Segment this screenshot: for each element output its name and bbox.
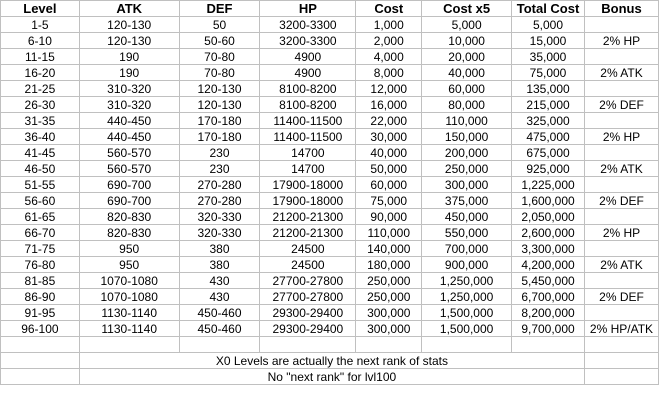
- cell-hp[interactable]: 11400-11500: [260, 129, 356, 145]
- cell-cost[interactable]: 8,000: [356, 65, 422, 81]
- cell-def[interactable]: 380: [179, 241, 260, 257]
- cell-cost-x5[interactable]: 700,000: [422, 241, 512, 257]
- cell-cost[interactable]: 2,000: [356, 33, 422, 49]
- cell-level[interactable]: 46-50: [1, 161, 80, 177]
- cell-level[interactable]: 1-5: [1, 17, 80, 33]
- cell-total-cost[interactable]: 2,050,000: [512, 209, 585, 225]
- cell-cost[interactable]: 16,000: [356, 97, 422, 113]
- cell-def[interactable]: 430: [179, 273, 260, 289]
- table-row: [1, 81, 659, 97]
- empty-cell[interactable]: [585, 337, 659, 353]
- cell-level[interactable]: 21-25: [1, 81, 80, 97]
- table-row: [1, 241, 659, 257]
- cell-bonus[interactable]: [585, 17, 659, 33]
- empty-cell[interactable]: [1, 369, 80, 385]
- cell-hp[interactable]: 21200-21300: [260, 209, 356, 225]
- cell-cost-x5[interactable]: 375,000: [422, 193, 512, 209]
- cell-atk[interactable]: 120-130: [79, 33, 179, 49]
- cell-bonus[interactable]: [585, 81, 659, 97]
- cell-bonus[interactable]: 2% HP: [585, 33, 659, 49]
- cell-level[interactable]: 51-55: [1, 177, 80, 193]
- cell-atk[interactable]: 560-570: [79, 161, 179, 177]
- cell-def[interactable]: 50: [179, 17, 260, 33]
- cell-def[interactable]: 320-330: [179, 209, 260, 225]
- cell-cost-x5[interactable]: 1,500,000: [422, 321, 512, 337]
- cell-atk[interactable]: 950: [79, 241, 179, 257]
- cell-total-cost[interactable]: 3,300,000: [512, 241, 585, 257]
- note-row: [1, 369, 659, 385]
- cell-level[interactable]: 86-90: [1, 289, 80, 305]
- header-def[interactable]: DEF: [179, 1, 260, 17]
- empty-cell[interactable]: [179, 337, 260, 353]
- cell-cost[interactable]: 300,000: [356, 305, 422, 321]
- cell-level[interactable]: 56-60: [1, 193, 80, 209]
- table-row: [1, 17, 659, 33]
- empty-cell[interactable]: [512, 337, 585, 353]
- cell-cost-x5[interactable]: 5,000: [422, 17, 512, 33]
- cell-hp[interactable]: 24500: [260, 241, 356, 257]
- cell-hp[interactable]: 27700-27800: [260, 289, 356, 305]
- cell-level[interactable]: 16-20: [1, 65, 80, 81]
- cell-cost[interactable]: 30,000: [356, 129, 422, 145]
- cell-cost[interactable]: 300,000: [356, 321, 422, 337]
- empty-cell[interactable]: [422, 337, 512, 353]
- cell-hp[interactable]: 17900-18000: [260, 193, 356, 209]
- cell-hp[interactable]: 8100-8200: [260, 81, 356, 97]
- table-row: [1, 145, 659, 161]
- cell-level[interactable]: 61-65: [1, 209, 80, 225]
- cell-bonus[interactable]: [585, 145, 659, 161]
- cell-def[interactable]: 270-280: [179, 193, 260, 209]
- cell-atk[interactable]: 310-320: [79, 97, 179, 113]
- cell-total-cost[interactable]: 475,000: [512, 129, 585, 145]
- cell-bonus[interactable]: [585, 209, 659, 225]
- cell-bonus[interactable]: [585, 49, 659, 65]
- cell-cost-x5[interactable]: 110,000: [422, 113, 512, 129]
- note-text: X0 Levels are actually the next rank of stats: [79, 353, 584, 369]
- table-row: [1, 289, 659, 305]
- table-row: [1, 113, 659, 129]
- cell-def[interactable]: 320-330: [179, 225, 260, 241]
- cell-bonus[interactable]: 2% ATK: [585, 161, 659, 177]
- cell-bonus[interactable]: [585, 177, 659, 193]
- cell-cost[interactable]: 110,000: [356, 225, 422, 241]
- cell-cost[interactable]: 90,000: [356, 209, 422, 225]
- header-cost-x5[interactable]: Cost x5: [422, 1, 512, 17]
- empty-cell[interactable]: [585, 353, 659, 369]
- header-atk[interactable]: ATK: [79, 1, 179, 17]
- cell-cost-x5[interactable]: 1,250,000: [422, 273, 512, 289]
- cell-bonus[interactable]: 2% HP/ATK: [585, 321, 659, 337]
- table-row: [1, 49, 659, 65]
- cell-atk[interactable]: 440-450: [79, 113, 179, 129]
- cell-cost-x5[interactable]: 20,000: [422, 49, 512, 65]
- cell-bonus[interactable]: [585, 241, 659, 257]
- cell-def[interactable]: 50-60: [179, 33, 260, 49]
- cell-def[interactable]: 120-130: [179, 81, 260, 97]
- cell-cost-x5[interactable]: 1,250,000: [422, 289, 512, 305]
- table-row: [1, 177, 659, 193]
- note-row: [1, 353, 659, 369]
- empty-row: [1, 337, 659, 353]
- empty-cell[interactable]: [585, 369, 659, 385]
- cell-hp[interactable]: 14700: [260, 161, 356, 177]
- cell-bonus[interactable]: [585, 305, 659, 321]
- cell-level[interactable]: 26-30: [1, 97, 80, 113]
- cell-level[interactable]: 11-15: [1, 49, 80, 65]
- cell-atk[interactable]: 190: [79, 49, 179, 65]
- header-total-cost[interactable]: Total Cost: [512, 1, 585, 17]
- cell-total-cost[interactable]: 1,225,000: [512, 177, 585, 193]
- cell-def[interactable]: 230: [179, 161, 260, 177]
- cell-cost[interactable]: 140,000: [356, 241, 422, 257]
- header-bonus[interactable]: Bonus: [585, 1, 659, 17]
- cell-total-cost[interactable]: 2,600,000: [512, 225, 585, 241]
- cell-atk[interactable]: 820-830: [79, 225, 179, 241]
- cell-atk[interactable]: 440-450: [79, 129, 179, 145]
- cell-total-cost[interactable]: 75,000: [512, 65, 585, 81]
- table-row: [1, 305, 659, 321]
- cell-bonus[interactable]: 2% ATK: [585, 65, 659, 81]
- cell-level[interactable]: 41-45: [1, 145, 80, 161]
- cell-level[interactable]: 31-35: [1, 113, 80, 129]
- cell-total-cost[interactable]: 215,000: [512, 97, 585, 113]
- cell-cost[interactable]: 12,000: [356, 81, 422, 97]
- cell-bonus[interactable]: 2% HP: [585, 129, 659, 145]
- cell-cost[interactable]: 250,000: [356, 273, 422, 289]
- cell-hp[interactable]: 29300-29400: [260, 321, 356, 337]
- cell-hp[interactable]: 4900: [260, 49, 356, 65]
- empty-cell[interactable]: [79, 337, 179, 353]
- cell-cost[interactable]: 1,000: [356, 17, 422, 33]
- cell-def[interactable]: 170-180: [179, 129, 260, 145]
- cell-def[interactable]: 120-130: [179, 97, 260, 113]
- cell-level[interactable]: 81-85: [1, 273, 80, 289]
- cell-level[interactable]: 91-95: [1, 305, 80, 321]
- empty-cell[interactable]: [1, 337, 80, 353]
- cell-atk[interactable]: 120-130: [79, 17, 179, 33]
- cell-total-cost[interactable]: 9,700,000: [512, 321, 585, 337]
- cell-level[interactable]: 6-10: [1, 33, 80, 49]
- header-row: [1, 1, 659, 17]
- cell-cost-x5[interactable]: 80,000: [422, 97, 512, 113]
- cell-cost[interactable]: 250,000: [356, 289, 422, 305]
- cell-level[interactable]: 96-100: [1, 321, 80, 337]
- cell-cost-x5[interactable]: 10,000: [422, 33, 512, 49]
- cell-cost[interactable]: 60,000: [356, 177, 422, 193]
- cell-cost-x5[interactable]: 40,000: [422, 65, 512, 81]
- empty-cell[interactable]: [1, 353, 80, 369]
- table-row: [1, 321, 659, 337]
- cell-def[interactable]: 270-280: [179, 177, 260, 193]
- cell-total-cost[interactable]: 5,450,000: [512, 273, 585, 289]
- table-row: [1, 129, 659, 145]
- cell-cost-x5[interactable]: 1,500,000: [422, 305, 512, 321]
- cell-cost-x5[interactable]: 900,000: [422, 257, 512, 273]
- cell-cost-x5[interactable]: 200,000: [422, 145, 512, 161]
- cell-hp[interactable]: 3200-3300: [260, 33, 356, 49]
- table-row: [1, 65, 659, 81]
- header-hp[interactable]: HP: [260, 1, 356, 17]
- cell-cost-x5[interactable]: 550,000: [422, 225, 512, 241]
- cell-level[interactable]: 71-75: [1, 241, 80, 257]
- header-cost[interactable]: Cost: [356, 1, 422, 17]
- cell-cost-x5[interactable]: 300,000: [422, 177, 512, 193]
- cell-def[interactable]: 70-80: [179, 65, 260, 81]
- cell-bonus[interactable]: 2% DEF: [585, 97, 659, 113]
- cell-hp[interactable]: 3200-3300: [260, 17, 356, 33]
- empty-cell[interactable]: [356, 337, 422, 353]
- table-row: [1, 273, 659, 289]
- cell-total-cost[interactable]: 4,200,000: [512, 257, 585, 273]
- cell-total-cost[interactable]: 8,200,000: [512, 305, 585, 321]
- cell-hp[interactable]: 11400-11500: [260, 113, 356, 129]
- cell-cost-x5[interactable]: 450,000: [422, 209, 512, 225]
- cell-total-cost[interactable]: 675,000: [512, 145, 585, 161]
- note-text: No "next rank" for lvl100: [79, 369, 584, 385]
- cell-hp[interactable]: 24500: [260, 257, 356, 273]
- cell-cost[interactable]: 180,000: [356, 257, 422, 273]
- table-row: [1, 97, 659, 113]
- table-row: [1, 209, 659, 225]
- cell-cost-x5[interactable]: 60,000: [422, 81, 512, 97]
- cell-def[interactable]: 380: [179, 257, 260, 273]
- table-row: [1, 33, 659, 49]
- cell-atk[interactable]: 190: [79, 65, 179, 81]
- cell-level[interactable]: 36-40: [1, 129, 80, 145]
- cell-cost[interactable]: 4,000: [356, 49, 422, 65]
- cell-level[interactable]: 76-80: [1, 257, 80, 273]
- cell-cost[interactable]: 50,000: [356, 161, 422, 177]
- cell-total-cost[interactable]: 5,000: [512, 17, 585, 33]
- cell-def[interactable]: 430: [179, 289, 260, 305]
- cell-bonus[interactable]: 2% HP: [585, 225, 659, 241]
- cell-bonus[interactable]: 2% DEF: [585, 193, 659, 209]
- cell-total-cost[interactable]: 15,000: [512, 33, 585, 49]
- cell-atk[interactable]: 1130-1140: [79, 305, 179, 321]
- cell-cost[interactable]: 40,000: [356, 145, 422, 161]
- cell-atk[interactable]: 1070-1080: [79, 289, 179, 305]
- cell-atk[interactable]: 560-570: [79, 145, 179, 161]
- cell-atk[interactable]: 1130-1140: [79, 321, 179, 337]
- cell-total-cost[interactable]: 1,600,000: [512, 193, 585, 209]
- cell-atk[interactable]: 820-830: [79, 209, 179, 225]
- cell-hp[interactable]: 8100-8200: [260, 97, 356, 113]
- cell-bonus[interactable]: 2% DEF: [585, 289, 659, 305]
- table-row: [1, 225, 659, 241]
- cell-total-cost[interactable]: 35,000: [512, 49, 585, 65]
- cell-atk[interactable]: 690-700: [79, 193, 179, 209]
- cell-def[interactable]: 450-460: [179, 305, 260, 321]
- empty-cell[interactable]: [260, 337, 356, 353]
- cell-cost-x5[interactable]: 150,000: [422, 129, 512, 145]
- cell-hp[interactable]: 21200-21300: [260, 225, 356, 241]
- table-row: [1, 161, 659, 177]
- cell-atk[interactable]: 310-320: [79, 81, 179, 97]
- cell-hp[interactable]: 17900-18000: [260, 177, 356, 193]
- cell-cost[interactable]: 75,000: [356, 193, 422, 209]
- cell-def[interactable]: 450-460: [179, 321, 260, 337]
- cell-bonus[interactable]: [585, 273, 659, 289]
- cell-level[interactable]: 66-70: [1, 225, 80, 241]
- cell-hp[interactable]: 27700-27800: [260, 273, 356, 289]
- table-row: [1, 257, 659, 273]
- cell-def[interactable]: 170-180: [179, 113, 260, 129]
- cell-total-cost[interactable]: 135,000: [512, 81, 585, 97]
- header-level[interactable]: Level: [1, 1, 80, 17]
- cell-def[interactable]: 70-80: [179, 49, 260, 65]
- cell-cost-x5[interactable]: 250,000: [422, 161, 512, 177]
- cell-bonus[interactable]: 2% ATK: [585, 257, 659, 273]
- cell-atk[interactable]: 1070-1080: [79, 273, 179, 289]
- cell-hp[interactable]: 4900: [260, 65, 356, 81]
- cell-hp[interactable]: 29300-29400: [260, 305, 356, 321]
- cell-total-cost[interactable]: 925,000: [512, 161, 585, 177]
- cell-atk[interactable]: 950: [79, 257, 179, 273]
- table-row: [1, 193, 659, 209]
- cell-atk[interactable]: 690-700: [79, 177, 179, 193]
- cell-total-cost[interactable]: 6,700,000: [512, 289, 585, 305]
- cell-total-cost[interactable]: 325,000: [512, 113, 585, 129]
- cell-def[interactable]: 230: [179, 145, 260, 161]
- cell-bonus[interactable]: [585, 113, 659, 129]
- cell-cost[interactable]: 22,000: [356, 113, 422, 129]
- cell-hp[interactable]: 14700: [260, 145, 356, 161]
